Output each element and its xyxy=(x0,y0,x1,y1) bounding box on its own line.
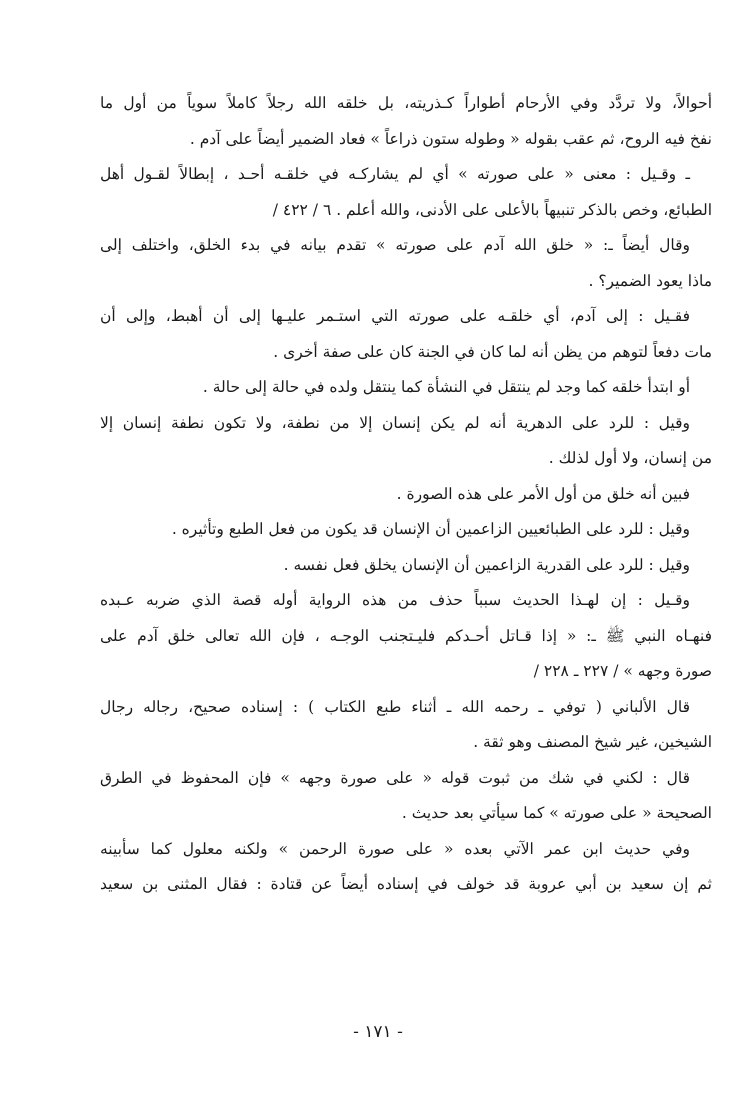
text-line: وقـيل : إن لهـذا الحديث سبباً حذف من هذه الرواية أوله قصة الذي ضربه عـبده xyxy=(100,591,690,609)
text-line: صورة وجهه » / ٢٢٧ ـ ٢٢٨ / xyxy=(533,662,712,680)
text-line: ماذا يعود الضمير؟ . xyxy=(588,271,712,290)
text-line: فنهـاه النبي ﷺ ـ: « إذا قـاتل أحـدكم فليـتجنب الوجـه ، فإن الله تعالى خلق آدم على xyxy=(100,626,712,645)
text-line: الصحيحة « على صورته » كما سيأتي بعد حديث . xyxy=(401,804,712,822)
text-line: فبين أنه خلق من أول الأمر على هذه الصورة . xyxy=(396,484,690,503)
text-line: وقال أيضاً ـ: « خلق الله آدم على صورته » تقدم بيانه في بدء الخلق، واختلف إلى xyxy=(100,236,690,254)
text-line: الشيخين، غير شيخ المصنف وهو ثقة . xyxy=(473,733,712,751)
text-line: مات دفعاً لتوهم من يظن أنه لما كان في الجنة كان على صفة أخرى . xyxy=(273,342,712,361)
text-line: أو ابتدأ خلقه كما وجد لم ينتقل في النشأة كما ينتقل ولده في حالة إلى حالة . xyxy=(202,378,690,396)
text-line: وفي حديث ابن عمر الآتي بعده « على صورة الرحمن » ولكنه معلول كما سأبينه xyxy=(100,839,690,858)
text-line: ثم إن سعيد بن أبي عروبة قد خولف في إسناده أيضاً عن قتادة : فقال المثنى بن سعيد xyxy=(100,875,712,893)
text-line: قال الألباني ( توفي ـ رحمه الله ـ أثناء طبع الكتاب ) : إسناده صحيح، رجاله رجال xyxy=(100,697,690,716)
text-line: فقـيل : إلى آدم، أي خلقـه على صورته التي استـمر عليـها إلى أن أهبط، وإلى أن xyxy=(100,307,690,325)
text-line: قال : لكني في شك من ثبوت قوله « على صورة وجهه » فإن المحفوظ في الطرق xyxy=(100,768,690,787)
text-line: وقيل : للرد على الدهرية أنه لم يكن إنسان إلا من نطفة، ولا تكون نطفة إنسان إلا xyxy=(100,413,690,432)
text-line: ـ وقـيل : معنى « على صورته » أي لم يشاركـه في خلقـه أحـد ، إبطالاً لقـول أهل xyxy=(100,165,690,183)
text-line: أحوالاً، ولا تردَّد وفي الأرحام أطواراً كـذريته، بل خلقه الله رجلاً كاملاً سوياً من أول ما xyxy=(100,94,712,112)
text-line: وقيل : للرد على الطبائعيين الزاعمين أن الإنسان قد يكون من فعل الطبع وتأثيره . xyxy=(171,520,690,538)
text-line: من إنسان، ولا أول لذلك . xyxy=(548,449,712,467)
page-number: - ١٧١ - xyxy=(353,1022,403,1042)
text-line: وقيل : للرد على القدرية الزاعمين أن الإنسان يخلق فعل نفسه . xyxy=(283,555,690,574)
page-body xyxy=(100,86,712,903)
text-line: الطبائع، وخص بالذكر تنبيهاً بالأعلى على الأدنى، والله أعلم . ٦ / ٤٢٢ / xyxy=(272,200,712,219)
text-line: نفخ فيه الروح، ثم عقب بقوله « وطوله ستون ذراعاً » فعاد الضمير أيضاً على آدم . xyxy=(189,129,712,148)
